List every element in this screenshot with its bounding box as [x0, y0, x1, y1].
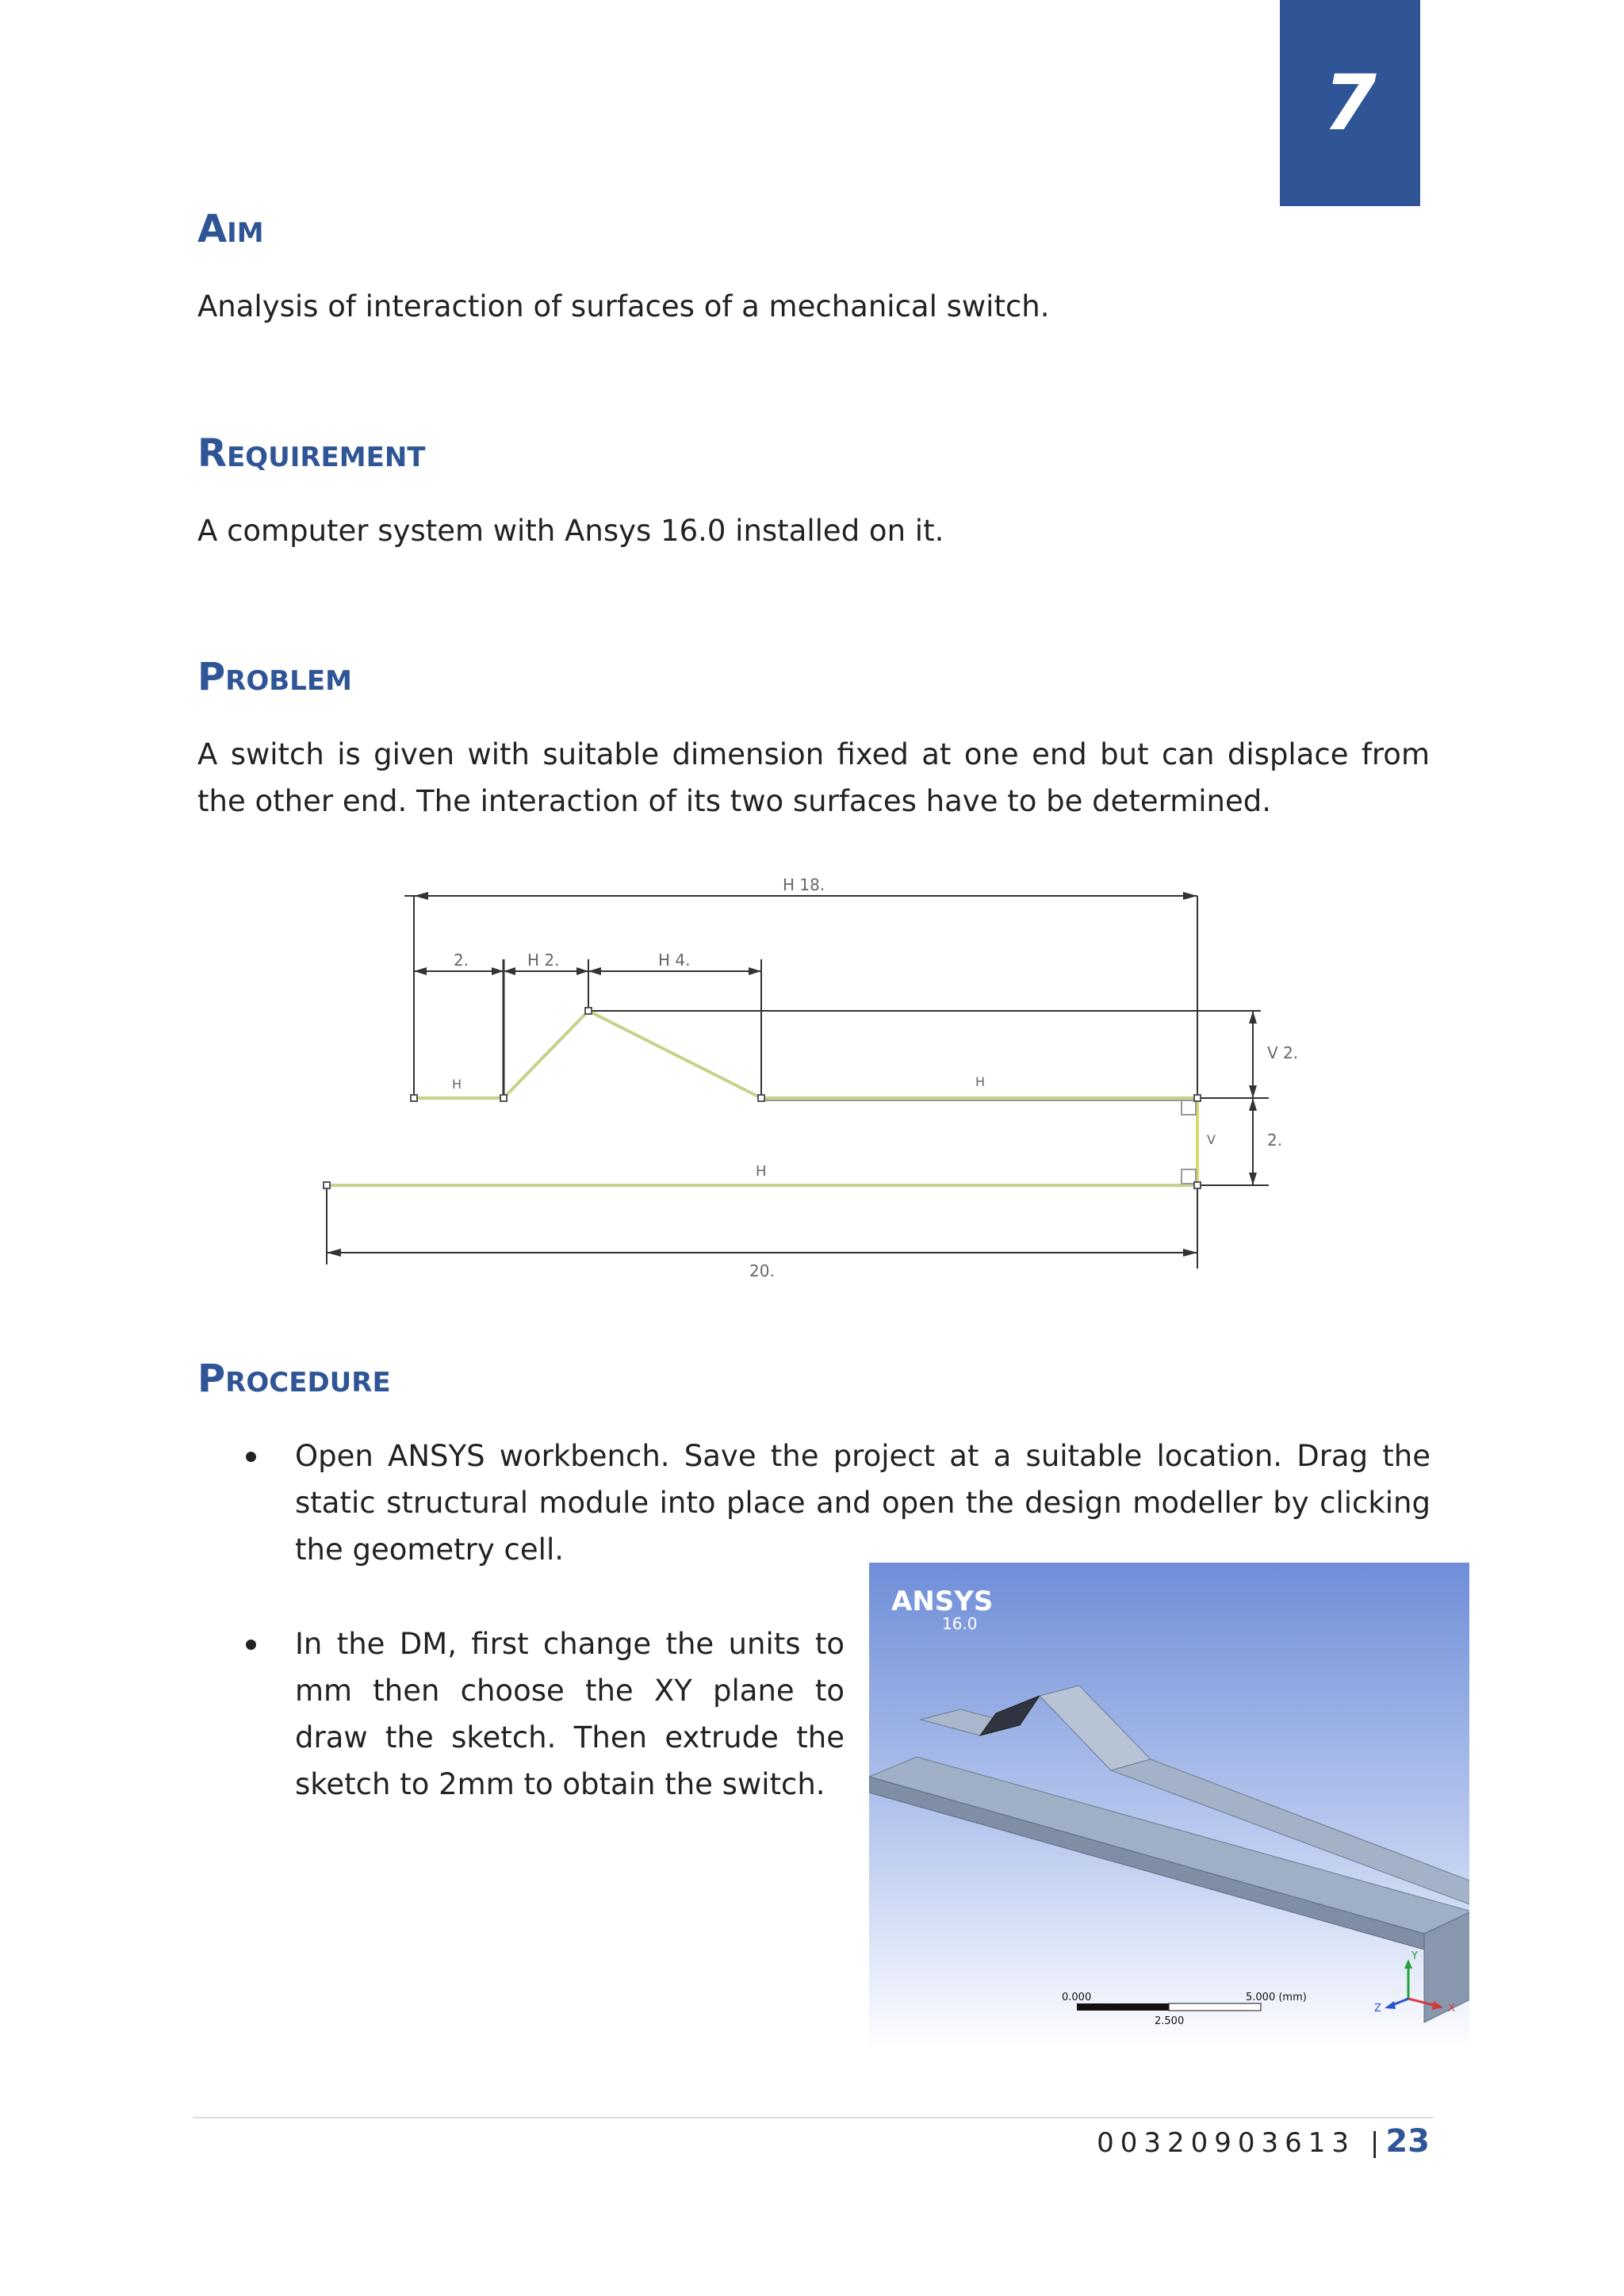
page-footer — [1097, 2123, 1430, 2160]
switch-upper-profile — [414, 1011, 1197, 1098]
switch-sketch-figure — [309, 864, 1308, 1300]
footer-divider — [193, 2117, 1434, 2118]
vertex-point — [1194, 1095, 1201, 1101]
vertex-point — [1194, 1182, 1201, 1188]
constraint-label-h-lower: H — [756, 1163, 767, 1180]
dim-label-v2: V 2. — [1267, 1043, 1299, 1062]
constraint-label-hb: H — [452, 1077, 462, 1092]
ansys-geometry-figure — [869, 1563, 1469, 2052]
scale-bar — [1077, 2003, 1261, 2011]
procedure-step-1 — [238, 1433, 1431, 1573]
arrow-head — [1249, 1173, 1257, 1185]
procedure-step-list-2 — [238, 1621, 845, 1808]
constraint-label-v: V — [1207, 1132, 1216, 1147]
dim-label-h4: H 4. — [658, 951, 691, 970]
procedure-step-1-text: Open ANSYS workbench. Save the project at a suitable location. Drag the static structural module into place and open the design modeller by clicking the geometry cell. — [295, 1439, 1431, 1567]
arrow-head — [1249, 1085, 1257, 1098]
arrow-head — [414, 967, 427, 975]
arrow-head — [1183, 892, 1197, 900]
scale-label-end: 5.000 (mm) — [1246, 1992, 1307, 2003]
problem-text: A switch is given with suitable dimension fixed at one end but can displace from the other end. The interaction of its two surfaces have to be determined. — [197, 737, 1430, 818]
dim-label-right-2: 2. — [1267, 1131, 1283, 1150]
arrow-head — [1249, 1011, 1257, 1024]
requirement-heading: Requirement — [197, 431, 426, 476]
vertex-point — [324, 1182, 330, 1188]
arrow-head — [327, 1249, 341, 1257]
aim-text: Analysis of interaction of surfaces of a mechanical switch. — [197, 289, 1050, 323]
arrow-head — [414, 892, 428, 900]
requirement-text: A computer system with Ansys 16.0 installed on it. — [197, 514, 944, 548]
arrow-head — [576, 967, 588, 975]
vertex-point — [411, 1095, 417, 1101]
procedure-step-2 — [238, 1621, 845, 1808]
arrow-head — [1183, 1249, 1197, 1257]
dim-label-2: 2. — [454, 951, 469, 970]
vertex-point — [758, 1095, 764, 1101]
problem-heading: Problem — [197, 655, 352, 699]
dim-label-20: 20. — [749, 1261, 775, 1280]
constraint-label-h-upper: H — [975, 1074, 986, 1089]
ansys-logo: ANSYS — [891, 1586, 994, 1617]
chapter-number-tab — [1280, 0, 1420, 206]
page-number: 23 — [1385, 2123, 1430, 2160]
procedure-heading: Procedure — [197, 1357, 391, 1401]
axis-label-z: Z — [1374, 2003, 1381, 2015]
procedure-step-list — [238, 1433, 1431, 1573]
footer-code: 00320903613 | — [1097, 2127, 1386, 2159]
arrow-head — [492, 967, 504, 975]
perpendicular-marker — [1182, 1100, 1196, 1115]
dim-label-h18: H 18. — [783, 875, 825, 894]
vertex-point — [500, 1095, 507, 1101]
bullet-icon — [246, 1640, 256, 1650]
scale-label-start: 0.000 — [1062, 1992, 1092, 2003]
arrow-head — [588, 967, 601, 975]
aim-heading: Aim — [197, 207, 264, 251]
dim-label-h2: H 2. — [527, 951, 560, 970]
arrow-head — [749, 967, 761, 975]
ansys-version: 16.0 — [942, 1614, 978, 1633]
procedure-step-2-text: In the DM, first change the units to mm then choose the XY plane to draw the sketch. Then extrude the sketch to 2mm to obtain the switch. — [295, 1627, 845, 1801]
axis-label-x: X — [1448, 2003, 1455, 2015]
arrow-head — [504, 967, 515, 975]
scale-label-mid: 2.500 — [1155, 2015, 1185, 2027]
arrow-head — [1249, 1098, 1257, 1111]
chapter-number: 7 — [1323, 59, 1377, 147]
vertex-point — [585, 1008, 592, 1014]
axis-label-y: Y — [1411, 1950, 1418, 1962]
bullet-icon — [246, 1452, 256, 1462]
